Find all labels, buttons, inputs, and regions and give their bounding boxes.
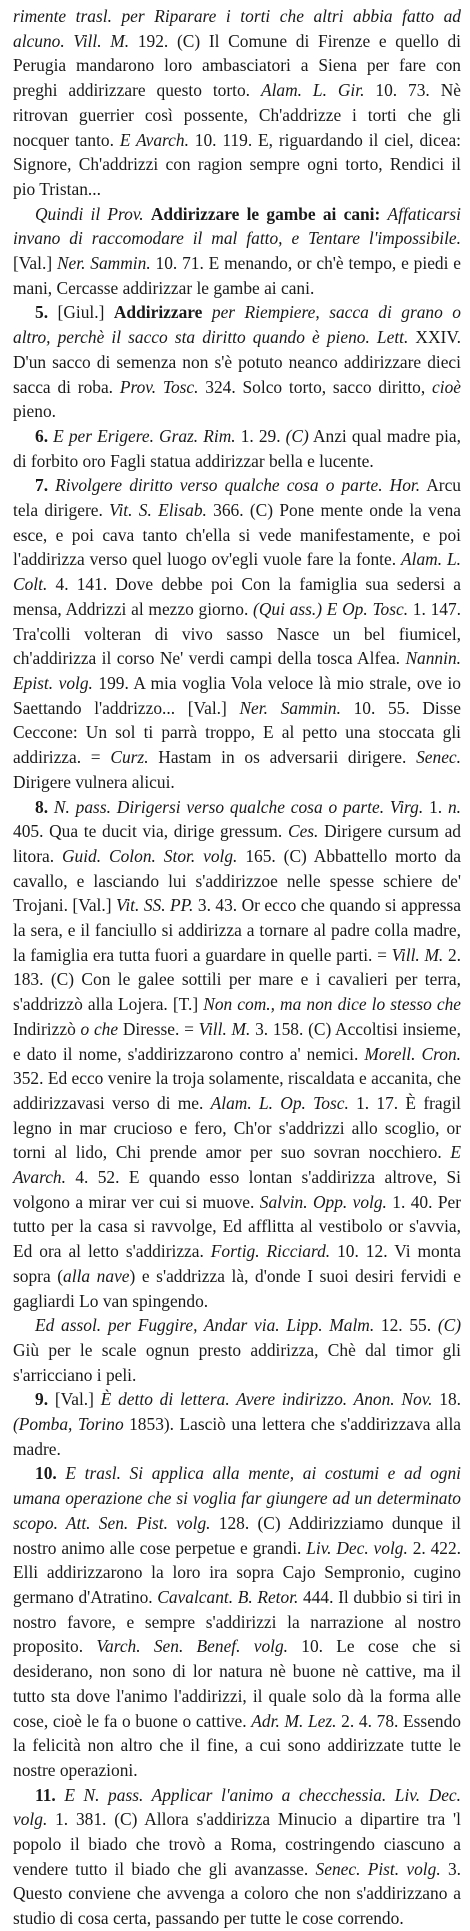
italic-text: (Pomba, Torino [13,1414,124,1435]
italic-text: Vit. S. Elisab. [109,500,207,521]
italic-text: Ces. [287,821,319,842]
body-text: 1853). Lasciò una lettera che s'addirizzava alla madre. [13,1414,462,1459]
italic-text: Vit. SS. PP. [116,895,194,916]
italic-text: (Qui ass.) E Op. Tosc. [253,598,409,619]
entry-paragraph [13,1783,461,1931]
body-text: 1. 40. Per tutto per la casa si ravvolge, Ed afflitta al vestibolo or s'avvia, Ed ora al letto s'addirizza. [13,1191,461,1262]
italic-text: per Riempiere, sacca di grano o altro, perchè il sacco sta diritto quando è pieno. Lett. [13,302,461,348]
body-text: XXIV. D'un sacco di semenza non s'è potuto neanco addirizzare dieci sacca di roba. [13,327,462,397]
italic-text: Fortig. Ricciard. [210,1241,331,1262]
body-text [202,302,211,322]
italic-text: Vill. M. [391,944,444,965]
body-text: 18. [432,1389,461,1410]
body-text: [Val.] [48,1389,101,1410]
entry-paragraph [13,795,461,1314]
body-text: 10. 55. Disse Ceccone: Un sol ti parrà troppo, E al petto una stoccata gli addirizza. = [13,697,461,768]
entry-paragraph [13,473,461,794]
body-text: [Val.] [13,253,57,274]
entry-paragraph [13,202,461,301]
italic-text: Ner. Sammin. [56,253,151,274]
sense-heading: 11. [35,1784,56,1805]
italic-text: E per Erigere. Graz. Rim. [53,425,236,446]
italic-text: Curz. [110,747,149,768]
italic-text: Nannin. Epist. volg. [13,648,461,693]
italic-text: (C) [437,1315,461,1336]
body-text: 1. 147. Tra'colli volteran di vivo sasso Nasce un bel fiumicel, ch'addirizza il corso Ne' verdi campi della tosca Alfea. [13,598,462,669]
body-text: 10. 12. Vi monta sopra ( [13,1241,461,1286]
sense-heading: 9. [35,1389,49,1410]
body-text [380,204,387,224]
italic-text: Vill. M. [198,1018,251,1039]
italic-text: Ed assol. per Fuggire, Andar via. Lipp. Malm. [35,1315,375,1336]
body-text: 405. Qua te ducit via, dirige gressum. [13,821,288,842]
body-text: Diresse. = [118,1018,199,1039]
body-text: 4. 52. E quando esso lontan s'addirizza altrove, Si volgono a mirar ver cui si muove. [13,1167,461,1212]
italic-text: Liv. Dec. volg. [306,1537,408,1558]
body-text: 10. 73. Nè ritrovan guerrier così possente, Ch'addrizze i torti che gli nocquer tanto. [13,80,461,150]
body-text: Anzi qual madre pia, di forbito oro Fagli statua addirizzar bella e lucente. [13,425,461,471]
entry-paragraph [13,1387,461,1461]
body-text: 1. [423,796,448,817]
italic-text: Adr. M. Lez. [251,1710,337,1731]
body-text: 2. 422. Elli addirizzarono la loro ira sopra Cajo Sempronio, cugino germano d'Atratino. [13,1537,462,1607]
italic-text: Varch. Sen. Benef. volg. [96,1636,289,1657]
body-text: ) e s'addrizza là, d'onde I suoi desiri fervidi e gagliardi Lo van spingendo. [13,1265,462,1311]
body-text: Dirigere cursum ad litora. [13,821,461,866]
italic-text: Cavalcant. B. Retor. [157,1587,299,1607]
body-text: 12. 55. [374,1315,438,1336]
body-text: 2. 4. 78. Essendo la felicità non altro che il fine, a cui sono addirizzate tutte le nostre operazioni. [13,1710,461,1780]
italic-text: rimente trasl. per Riparare i torti che altri abbia fatto ad alcuno. Vill. M. [13,6,461,51]
body-text: 1. 381. (C) Allora s'addirizza Minucio a dipartire tra 'l popolo il biado che trovò a Roma, costringendo ciascuno a vendere tutto il biado che gli avanzasse. [13,1809,461,1879]
italic-text: cioè [432,376,461,397]
italic-text: Rivolgere diritto verso qualche cosa o parte. Hor. [55,475,421,496]
body-text: 165. (C) Abbattello morto da cavallo, e lasciando lui s'addirizzoe nelle spesse schiere de' Trojani. [Val.] [13,845,461,916]
italic-text: Quindi il Prov. [35,203,144,224]
entry-paragraph [13,424,461,473]
body-text: 2. 183. (C) Con le galee sottili per mare e i cavalieri per terra, s'addrizzò alla Lojera. [T.] [13,944,462,1015]
sense-heading: 7. [35,475,49,496]
italic-text: Salvin. Opp. volg. [259,1191,387,1212]
body-text: 10. Le cose che si desiderano, non sono di lor natura nè buone nè cattive, ma il tutto sta dove l'animo l'addirizzi, il quale solo dà la forma alle cose, cioè le fa o buone o cattive. [13,1636,462,1731]
italic-text: Senec. Pist. volg. [315,1858,441,1879]
body-text: 128. (C) Addirizziamo dunque il nostro animo alle cose perpetue e grandi. [13,1512,462,1558]
sense-heading: 8. [35,796,49,817]
body-text: 1. 17. È fragil legno in mar crucioso e fero, Ch'or s'addrizzi allo scoglio, or torni al lido, Chi prende amor per suo sovran nocchiero. [13,1092,461,1163]
italic-text: o che [80,1018,119,1039]
dictionary-entry-column [13,4,461,1931]
italic-text: Senec. [416,747,461,768]
body-text: [Giul.] [48,302,114,323]
body-text: 1. 29. [235,425,286,446]
italic-text: Prov. Tosc. [119,376,199,397]
italic-text: E N. pass. Applicar l'animo a checchessia. Liv. Dec. volg. [13,1784,461,1830]
sense-heading: Addirizzare [113,302,203,323]
body-text: 3. Questo conviene che avvenga a coloro che non s'addirizzano a studio di cosa certa, passando per tutte le cose correndo. [13,1858,462,1929]
body-text: 444. Il dubbio si tiri in nostro favore, e sempre s'addirizzi la narrazione al nostro proposito. [13,1587,461,1657]
sense-heading: Addirizzare le gambe ai cani: [150,203,381,224]
italic-text: Affaticarsi invano di raccomodare il mal fatto, e Tentare l'impossibile. [13,203,461,249]
italic-text: E Avarch. [13,1142,461,1188]
italic-text: Alam. L. Gir. [260,80,365,101]
italic-text: N. pass. Dirigersi verso qualche cosa o parte. Virg. [53,796,424,817]
italic-text: Morell. Cron. [364,1043,461,1064]
body-text: 4. 141. Dove debbe poi Con la famiglia sua sedersi a mensa, Addrizzi al mezzo giorno. [13,574,461,619]
entry-paragraph [13,4,461,202]
body-text: Dirigere vulnera alicui. [13,771,175,792]
body-text: Giù per le scale ognun presto addirizza, Chè dal timor gli s'arricciano i peli. [13,1339,461,1385]
entry-paragraph [13,300,461,424]
italic-text: (C) [285,425,309,446]
entry-paragraph [13,1461,461,1782]
body-text: 10. 119. E, riguardando il ciel, dicea: Signore, Ch'addrizzi con ragion sempre ogni torto, Rendici il pio Tristan... [13,129,462,199]
italic-text: Ner. Sammin. [239,697,341,718]
sense-heading: 10. [35,1463,57,1484]
body-text: 192. (C) Il Comune di Firenze e quello di Perugia mandarono loro ambasciatori a Siena per fare con preghi addirizzare questo torto. [13,30,462,101]
body-text: Arcu tela dirigere. [13,475,461,521]
body-text: 10. 71. E menando, or ch'è tempo, e piedi e mani, Cercasse addirizzar le gambe ai cani. [13,253,461,298]
sense-heading: 6. [35,425,49,446]
italic-text: Alam. L. Op. Tosc. [210,1092,349,1113]
body-text: 199. A mia voglia Vola veloce là mio strale, ove io Saettando l'addrizzo... [Val.] [13,672,461,718]
italic-text: E trasl. Si applica alla mente, ai costumi e ad ogni umana operazione che si voglia far giungere ad un determinato scopo. Att. Sen. Pist. volg. [13,1463,461,1533]
body-text [144,204,151,224]
body-text: 352. Ed ecco venire la troja solamente, riscaldata e accanita, che addirizzavasi verso di me. [13,1068,461,1113]
body-text: 3. 43. Or ecco che quando si appressa la sera, e il fanciullo si addirizza a tornare al padre colla madre, la famiglia era tutta fuori a guardare in quelle parti. = [13,895,461,965]
body-text: 324. Solco torto, sacco diritto, [198,376,433,397]
italic-text: Alam. L. Colt. [13,549,461,595]
italic-text: alla nave [63,1265,130,1286]
italic-text: Guid. Colon. Stor. volg. [61,845,238,866]
entry-paragraph [13,1313,461,1387]
body-text: 366. (C) Pone mente onde la vena esce, e poi cava tanto ch'ella si vede manifestamente, e poi l'addirizza verso quel luogo ov'egli vuole fare la fonte. [13,500,461,570]
sense-heading: 5. [35,302,49,323]
body-text: Hastam in os adversarii dirigere. [148,747,417,768]
italic-text: Non com., ma non dice lo stesso che [203,994,462,1015]
body-text: pieno. [13,401,56,422]
italic-text: n. [447,796,461,817]
italic-text: È detto di lettera. Avere indirizzo. Anon. Nov. [100,1389,433,1410]
italic-text: E Avarch. [119,129,189,150]
body-text: 3. 158. (C) Accoltisi insieme, e dato il nome, s'addirizzarono contro a' nemici. [13,1018,461,1064]
body-text: Indirizzò [13,1018,81,1039]
